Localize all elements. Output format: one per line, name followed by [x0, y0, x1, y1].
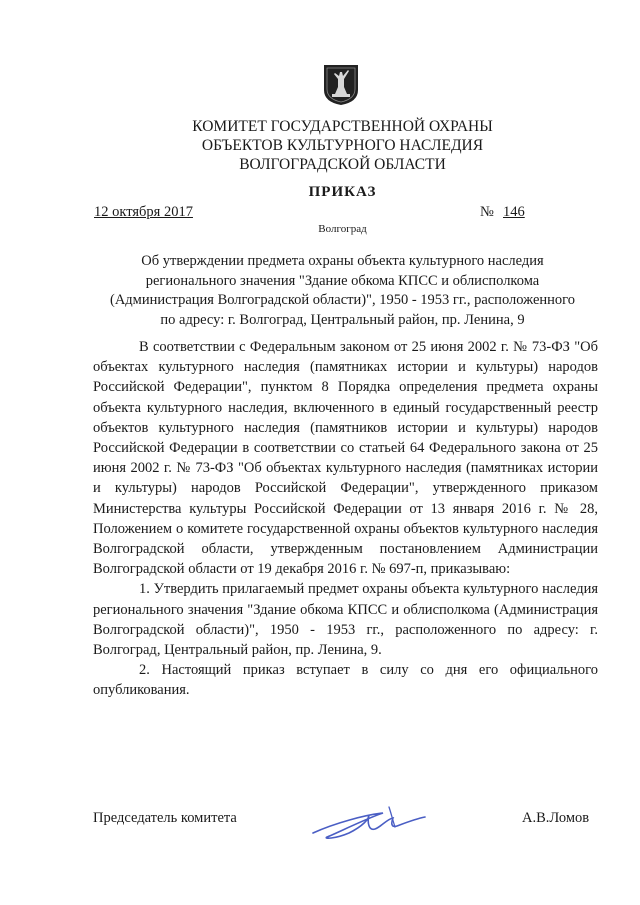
order-subject — [90, 252, 595, 330]
order-city: Волгоград — [318, 223, 367, 235]
subject-line-4: по адресу: г. Волгоград, Центральный район, пр. Ленина, 9 — [160, 311, 525, 328]
org-name-line-2: ОБЪЕКТОВ КУЛЬТУРНОГО НАСЛЕДИЯ — [201, 137, 484, 154]
subject-line-3: (Администрация Волгоградской области)", 1950 - 1953 гг., расположенного — [109, 292, 575, 308]
body-paragraph-preamble: В соответствии с Федеральным законом от 25 июня 2002 г. № 73-ФЗ "Об объектах культурного наследия (памятниках истории и культуры) народов Российской Федерации", пунктом 8 Порядка определения предмета охраны объекта культурного наследия, включенного в единый государственный реестр объектов культурного наследия (памятников истории и культуры) народов Российской Федерации в соответствии со статьей 64 Федерального закона от 25 июня 2002 г. № 73-ФЗ "Об объектах культурного наследия (памятниках истории и культуры) народов Российской Федерации", утвержденного приказом Министерства культуры Российской Федерации от 13 января 2016 г. № 28, Положением о комитете государственной охраны объектов культурного наследия Волгоградской области, утвержденным постановлением Администрации Волгоградской области от 19 декабря 2016 г. № 697-п, приказываю: — [93, 339, 598, 578]
signatory-role: Председатель комитета — [93, 810, 237, 826]
order-number: 146 — [503, 204, 525, 220]
org-name-line-3: ВОЛГОГРАДСКОЙ ОБЛАСТИ — [239, 156, 446, 173]
org-name-line-1: КОМИТЕТ ГОСУДАРСТВЕННОЙ ОХРАНЫ — [192, 118, 493, 135]
body-paragraph-item-2: 2. Настоящий приказ вступает в силу со дня его официального опубликования. — [93, 662, 598, 699]
signatory-name: А.В.Ломов — [522, 810, 590, 826]
handwritten-signature — [305, 793, 445, 853]
volgograd-coat-of-arms-icon — [321, 62, 361, 106]
order-body — [93, 337, 598, 701]
subject-line-2: регионального значения "Здание обкома КПСС и облисполкома — [145, 272, 540, 289]
order-date: 12 октября 2017 — [94, 204, 193, 220]
document-title: ПРИКАЗ — [308, 184, 377, 200]
body-paragraph-item-1: 1. Утвердить прилагаемый предмет охраны объекта культурного наследия регионального значения "Здание обкома КПСС и облисполкома (Администрация Волгоградской области)", 1950 - 1953 гг., расположенного по адресу: г. Волгоград, Центральный район, пр. Ленина, 9. — [93, 581, 598, 659]
subject-line-1: Об утверждении предмета охраны объекта культурного наследия — [141, 253, 544, 269]
order-number-label: № — [480, 204, 494, 220]
